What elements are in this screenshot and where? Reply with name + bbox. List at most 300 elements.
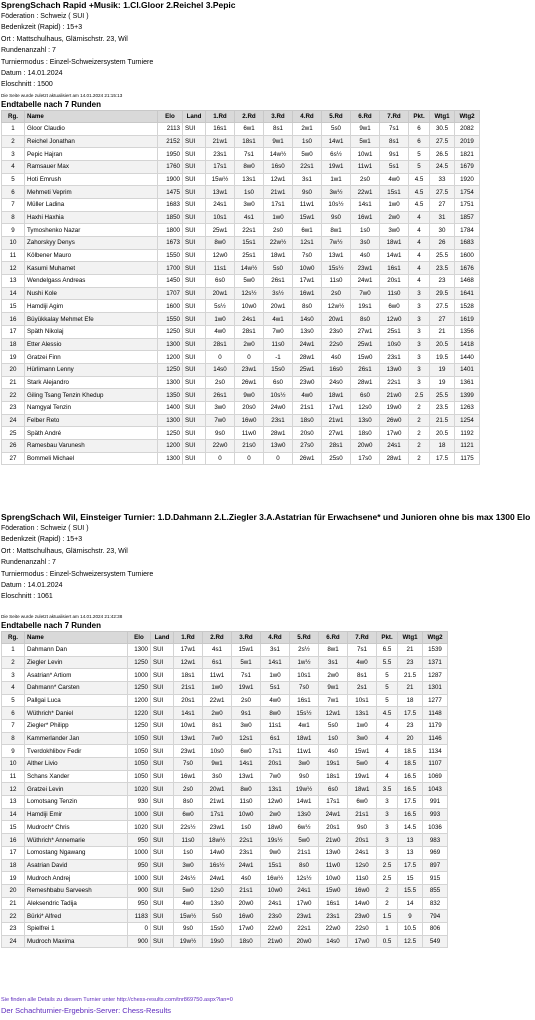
- table-cell: 6w½: [290, 821, 319, 834]
- table-cell: 30: [430, 224, 455, 237]
- table-cell: 1600: [158, 300, 183, 313]
- table-cell: 26s1: [264, 275, 293, 288]
- table-cell: 19s0: [203, 935, 232, 948]
- table-cell: 11s0: [322, 275, 351, 288]
- table-cell: 16s½: [203, 859, 232, 872]
- table-cell: 24s1: [380, 440, 409, 453]
- table-cell: SUI: [183, 249, 206, 262]
- table-cell: 12s0: [348, 859, 377, 872]
- table-cell: 13s0: [203, 897, 232, 910]
- table-row: [2, 427, 480, 440]
- table-cell: 18w0: [261, 821, 290, 834]
- table-body: [2, 643, 448, 948]
- table-cell: 13s0: [351, 414, 380, 427]
- table-cell: 11w1: [293, 198, 322, 211]
- table-cell: 16w0: [232, 910, 261, 923]
- table-cell: 17w1: [293, 275, 322, 288]
- column-header: 7.Rd: [348, 631, 377, 643]
- table-cell: 19w1: [232, 681, 261, 694]
- table-cell: 1250: [158, 427, 183, 440]
- table-cell: 15s1: [261, 859, 290, 872]
- table-cell: 1287: [423, 669, 448, 682]
- table-row: [2, 135, 480, 148]
- table-cell: 18.5: [398, 758, 423, 771]
- table-cell: 4.5: [409, 186, 430, 199]
- table-cell: 7w0: [203, 732, 232, 745]
- table-cell: SUI: [151, 872, 174, 885]
- table-cell: 1301: [423, 681, 448, 694]
- table-cell: 9s0: [322, 211, 351, 224]
- table-cell: 13w0: [319, 846, 348, 859]
- table-cell: 11w0: [319, 859, 348, 872]
- table-cell: 1: [2, 122, 25, 135]
- table-cell: SUI: [183, 173, 206, 186]
- table-cell: 13s0: [293, 325, 322, 338]
- table-cell: 27w1: [351, 325, 380, 338]
- table-cell: 22s1: [232, 834, 261, 847]
- table-cell: 18w1: [322, 389, 351, 402]
- table-cell: 19: [430, 376, 455, 389]
- table-cell: 1300: [158, 414, 183, 427]
- table-cell: 3w0: [206, 401, 235, 414]
- table-row: [2, 211, 480, 224]
- table-cell: 4: [409, 262, 430, 275]
- table-cell: 2: [409, 452, 430, 465]
- table-cell: 1069: [423, 770, 448, 783]
- table-header-row: [2, 631, 448, 643]
- table-cell: SUI: [183, 452, 206, 465]
- table-cell: 1w0: [261, 669, 290, 682]
- table-cell: 1000: [128, 872, 151, 885]
- table-cell: 13w1: [322, 249, 351, 262]
- table-cell: 1: [2, 643, 25, 656]
- table-row: [2, 300, 480, 313]
- table-cell: 1401: [455, 363, 480, 376]
- info-elo-average: Eloschnitt : 1061: [1, 593, 53, 601]
- table-cell: 969: [423, 846, 448, 859]
- table-cell: SUI: [183, 427, 206, 440]
- table-cell: 0: [264, 452, 293, 465]
- table-cell: 2s0: [264, 224, 293, 237]
- table-cell: 1050: [128, 745, 151, 758]
- table-cell: SUI: [151, 910, 174, 923]
- table-row: [2, 351, 480, 364]
- table-cell: 16w1: [351, 211, 380, 224]
- table-cell: Gratzei Levin: [25, 783, 128, 796]
- table-cell: 1920: [455, 173, 480, 186]
- table-cell: 0: [235, 351, 264, 364]
- table-cell: 1751: [455, 198, 480, 211]
- table-cell: 23w1: [235, 363, 264, 376]
- table-cell: 7s0: [290, 681, 319, 694]
- table-cell: 14s0: [319, 935, 348, 948]
- table-cell: 1020: [128, 821, 151, 834]
- table-cell: 3w0: [232, 719, 261, 732]
- table-cell: 23w1: [174, 745, 203, 758]
- table-cell: 17w1: [174, 643, 203, 656]
- table-cell: SUI: [151, 656, 174, 669]
- table-cell: SUI: [183, 351, 206, 364]
- table-cell: 4: [409, 275, 430, 288]
- table-cell: 915: [423, 872, 448, 885]
- table-cell: SUI: [151, 707, 174, 720]
- table-cell: 20s1: [380, 275, 409, 288]
- table-cell: 12w0: [380, 313, 409, 326]
- column-header: Rg.: [2, 631, 25, 643]
- table-cell: 4w1: [264, 313, 293, 326]
- table-row: [2, 694, 448, 707]
- table-cell: Schans Xander: [25, 770, 128, 783]
- table-cell: 8s0: [293, 300, 322, 313]
- table-cell: 3w0: [174, 859, 203, 872]
- table-cell: 15w0: [351, 351, 380, 364]
- table-cell: 27: [2, 452, 25, 465]
- table-row: [2, 935, 448, 948]
- table-cell: 6w0: [380, 300, 409, 313]
- table-cell: 6.5: [377, 643, 398, 656]
- table-cell: 5w0: [235, 275, 264, 288]
- table-cell: SUI: [151, 884, 174, 897]
- table-cell: 4.5: [409, 198, 430, 211]
- table-cell: 16w0: [235, 414, 264, 427]
- table-cell: 5: [409, 148, 430, 161]
- table-cell: 3s1: [293, 173, 322, 186]
- table-cell: 4w0: [174, 897, 203, 910]
- table-cell: 3: [377, 821, 398, 834]
- table-row: [2, 275, 480, 288]
- table-cell: 16s0: [322, 363, 351, 376]
- table-cell: 28s1: [235, 325, 264, 338]
- table-cell: 27: [430, 198, 455, 211]
- table-cell: 6s0: [206, 275, 235, 288]
- table-cell: 20w1: [206, 287, 235, 300]
- table-cell: 19s1: [351, 300, 380, 313]
- table-row: [2, 758, 448, 771]
- table-cell: Hoti Emrush: [25, 173, 158, 186]
- table-cell: 24s1: [290, 884, 319, 897]
- table-row: [2, 249, 480, 262]
- table-cell: 18w1: [380, 237, 409, 250]
- table-cell: 17s1: [203, 808, 232, 821]
- table-cell: 1361: [455, 376, 480, 389]
- standings-title: Endtabelle nach 7 Runden: [1, 620, 102, 630]
- table-cell: 16w½: [261, 872, 290, 885]
- table-cell: 18s1: [319, 770, 348, 783]
- table-cell: 5w0: [293, 148, 322, 161]
- table-cell: 1250: [128, 656, 151, 669]
- table-cell: 993: [423, 808, 448, 821]
- table-cell: 900: [128, 935, 151, 948]
- info-mode: Turniermodus : Einzel-Schweizersystem Turniere: [1, 570, 154, 578]
- table-cell: 3: [2, 669, 25, 682]
- table-cell: 1134: [423, 745, 448, 758]
- table-cell: 7w0: [264, 325, 293, 338]
- table-cell: 12w1: [174, 656, 203, 669]
- table-cell: 2: [409, 414, 430, 427]
- table-cell: 4s0: [232, 872, 261, 885]
- table-cell: 21w1: [206, 135, 235, 148]
- table-cell: 15w1: [232, 643, 261, 656]
- table-cell: 5: [409, 160, 430, 173]
- table-cell: 5: [377, 694, 398, 707]
- table-cell: 15s0: [203, 922, 232, 935]
- table-cell: 17w0: [380, 427, 409, 440]
- table-cell: 2s1: [348, 681, 377, 694]
- table-cell: 12w0: [206, 249, 235, 262]
- table-row: [2, 732, 448, 745]
- table-cell: 13s0: [290, 808, 319, 821]
- table-cell: 17.5: [430, 452, 455, 465]
- table-cell: 26.5: [430, 148, 455, 161]
- table-cell: 1w½: [290, 656, 319, 669]
- table-cell: 991: [423, 796, 448, 809]
- table-cell: 900: [128, 884, 151, 897]
- table-cell: 10w0: [235, 300, 264, 313]
- table-cell: 7s0: [293, 249, 322, 262]
- table-cell: Tverdokhlibov Fedir: [25, 745, 128, 758]
- table-cell: 3: [377, 796, 398, 809]
- table-cell: SUI: [151, 669, 174, 682]
- table-cell: 9s0: [348, 821, 377, 834]
- table-cell: SUI: [183, 224, 206, 237]
- table-cell: 26: [430, 237, 455, 250]
- table-cell: SUI: [151, 770, 174, 783]
- table-cell: 9w1: [203, 758, 232, 771]
- table-row: [2, 160, 480, 173]
- table-cell: 4: [377, 758, 398, 771]
- table-cell: SUI: [151, 694, 174, 707]
- table-cell: 22w1: [203, 694, 232, 707]
- table-cell: 1020: [128, 783, 151, 796]
- table-cell: 4: [377, 732, 398, 745]
- table-cell: 5s½: [206, 300, 235, 313]
- table-cell: 1900: [158, 173, 183, 186]
- info-mode: Turniermodus : Einzel-Schweizersystem Turniere: [1, 58, 154, 66]
- table-cell: 1857: [455, 211, 480, 224]
- table-cell: 23: [430, 275, 455, 288]
- table-cell: 26s1: [351, 363, 380, 376]
- table-cell: 1528: [455, 300, 480, 313]
- table-cell: 22w0: [206, 440, 235, 453]
- table-cell: 11s0: [348, 872, 377, 885]
- table-cell: 14s1: [174, 707, 203, 720]
- table-cell: 11: [2, 249, 25, 262]
- table-cell: 1800: [158, 224, 183, 237]
- table-cell: 9s0: [293, 186, 322, 199]
- table-cell: 4w0: [380, 173, 409, 186]
- table-cell: 14w1: [290, 796, 319, 809]
- table-cell: 26s1: [206, 389, 235, 402]
- table-cell: 2w0: [203, 707, 232, 720]
- column-header: Name: [25, 631, 128, 643]
- table-cell: 19w½: [174, 935, 203, 948]
- table-cell: 5w0: [174, 884, 203, 897]
- table-cell: 1w0: [206, 313, 235, 326]
- table-row: [2, 338, 480, 351]
- table-row: [2, 313, 480, 326]
- table-cell: Mehmeti Veprim: [25, 186, 158, 199]
- table-row: [2, 783, 448, 796]
- table-cell: Mudroch* Chris: [25, 821, 128, 834]
- table-cell: Zahorskyy Denys: [25, 237, 158, 250]
- table-cell: 20: [2, 363, 25, 376]
- table-cell: SUI: [151, 897, 174, 910]
- table-cell: 13s1: [235, 173, 264, 186]
- table-row: [2, 770, 448, 783]
- table-cell: 1s0: [235, 186, 264, 199]
- table-cell: 18w1: [290, 732, 319, 745]
- table-cell: 15w½: [174, 910, 203, 923]
- table-cell: 16w0: [348, 884, 377, 897]
- table-cell: 1200: [158, 351, 183, 364]
- table-cell: 15w1: [293, 211, 322, 224]
- table-cell: 4s0: [319, 745, 348, 758]
- table-cell: 6w0: [348, 796, 377, 809]
- table-cell: 1850: [158, 211, 183, 224]
- table-cell: 8s0: [174, 796, 203, 809]
- table-cell: 1468: [455, 275, 480, 288]
- table-cell: 1.5: [377, 910, 398, 923]
- table-cell: SUI: [151, 681, 174, 694]
- table-cell: SUI: [183, 338, 206, 351]
- table-cell: 1300: [158, 452, 183, 465]
- table-cell: 21s1: [348, 808, 377, 821]
- table-cell: 9s1: [232, 707, 261, 720]
- table-cell: Gratzei Finn: [25, 351, 158, 364]
- table-cell: 1356: [455, 325, 480, 338]
- table-cell: Hürlimann Lenny: [25, 363, 158, 376]
- table-cell: 5s1: [261, 681, 290, 694]
- table-cell: 8s1: [348, 669, 377, 682]
- table-cell: 2113: [158, 122, 183, 135]
- table-cell: 14: [398, 897, 423, 910]
- table-cell: 983: [423, 834, 448, 847]
- table-cell: 3: [409, 325, 430, 338]
- table-cell: 24w1: [232, 859, 261, 872]
- table-cell: 1200: [158, 440, 183, 453]
- table-cell: 27: [430, 313, 455, 326]
- table-cell: 2019: [455, 135, 480, 148]
- table-cell: 1s0: [174, 846, 203, 859]
- table-cell: 6w0: [174, 808, 203, 821]
- table-cell: 7s1: [348, 643, 377, 656]
- table-cell: 1200: [128, 694, 151, 707]
- column-header: 5.Rd: [322, 110, 351, 122]
- table-cell: 9: [2, 224, 25, 237]
- table-cell: 11w1: [290, 745, 319, 758]
- table-cell: 4: [409, 237, 430, 250]
- table-body: [2, 122, 480, 465]
- table-cell: 11w1: [203, 669, 232, 682]
- table-cell: 23: [398, 719, 423, 732]
- column-header: Name: [25, 110, 158, 122]
- info-elo-average: Eloschnitt : 1500: [1, 81, 53, 89]
- table-row: [2, 897, 448, 910]
- table-row: [2, 452, 480, 465]
- table-cell: 18: [2, 859, 25, 872]
- table-cell: 3: [409, 287, 430, 300]
- table-cell: Ziegler Levin: [25, 656, 128, 669]
- table-row: [2, 719, 448, 732]
- table-cell: 24w0: [264, 401, 293, 414]
- table-cell: 16: [2, 834, 25, 847]
- table-cell: 2s0: [206, 376, 235, 389]
- tournament-info: [0, 11, 535, 91]
- table-row: [2, 643, 448, 656]
- table-cell: 1183: [128, 910, 151, 923]
- tournament-info: [0, 523, 535, 603]
- table-cell: 5w1: [232, 656, 261, 669]
- table-cell: 17: [2, 325, 25, 338]
- table-cell: SUI: [183, 401, 206, 414]
- table-cell: Ramesbau Varunesh: [25, 440, 158, 453]
- table-cell: 21: [430, 325, 455, 338]
- table-cell: 20s1: [348, 834, 377, 847]
- table-cell: 2: [2, 135, 25, 148]
- info-date: Datum : 14.01.2024: [1, 582, 63, 590]
- table-cell: 23.5: [430, 401, 455, 414]
- table-cell: 4: [409, 211, 430, 224]
- table-row: [2, 796, 448, 809]
- table-cell: 22s1: [235, 224, 264, 237]
- table-cell: 3: [377, 834, 398, 847]
- table-cell: 24s1: [348, 846, 377, 859]
- table-cell: 16s1: [290, 694, 319, 707]
- table-cell: 17.5: [398, 707, 423, 720]
- table-cell: 1440: [455, 351, 480, 364]
- table-cell: 8s0: [290, 859, 319, 872]
- table-cell: 11w1: [351, 160, 380, 173]
- table-cell: 1w1: [322, 173, 351, 186]
- table-cell: 21w0: [319, 834, 348, 847]
- table-cell: 22s1: [380, 376, 409, 389]
- table-cell: 13s1: [348, 707, 377, 720]
- table-row: [2, 376, 480, 389]
- table-cell: 4s1: [203, 643, 232, 656]
- table-cell: 3: [409, 351, 430, 364]
- table-cell: 22: [2, 910, 25, 923]
- info-federation: Föderation : Schweiz ( SUI ): [1, 13, 89, 20]
- table-row: [2, 186, 480, 199]
- table-cell: 2.5: [377, 872, 398, 885]
- table-cell: 21s1: [290, 846, 319, 859]
- table-cell: 1760: [158, 160, 183, 173]
- table-cell: 7w0: [351, 287, 380, 300]
- table-cell: 1043: [423, 783, 448, 796]
- table-cell: 7s1: [232, 669, 261, 682]
- table-cell: 12w1: [264, 173, 293, 186]
- table-cell: Späth André: [25, 427, 158, 440]
- table-cell: 2: [409, 427, 430, 440]
- table-row: [2, 808, 448, 821]
- table-row: [2, 325, 480, 338]
- table-cell: 1000: [128, 669, 151, 682]
- table-cell: 2.5: [409, 389, 430, 402]
- table-cell: 5s1: [380, 160, 409, 173]
- table-cell: 21.5: [430, 414, 455, 427]
- table-cell: 8w0: [261, 707, 290, 720]
- table-cell: 14w1: [380, 249, 409, 262]
- table-cell: 3: [409, 338, 430, 351]
- tournament-details-link[interactable]: Sie finden alle Details zu diesem Turnier unter http://chess-results.com/tnr869750.aspx?lan=0: [1, 997, 233, 1003]
- table-cell: 4: [409, 224, 430, 237]
- table-cell: 3w0: [348, 732, 377, 745]
- table-cell: Ramsauer Max: [25, 160, 158, 173]
- chess-results-server-link[interactable]: Der Schachturnier-Ergebnis-Server: Chess-Results: [1, 1006, 172, 1015]
- table-cell: 2s½: [290, 643, 319, 656]
- table-cell: 3s1: [261, 643, 290, 656]
- table-cell: 17s0: [351, 452, 380, 465]
